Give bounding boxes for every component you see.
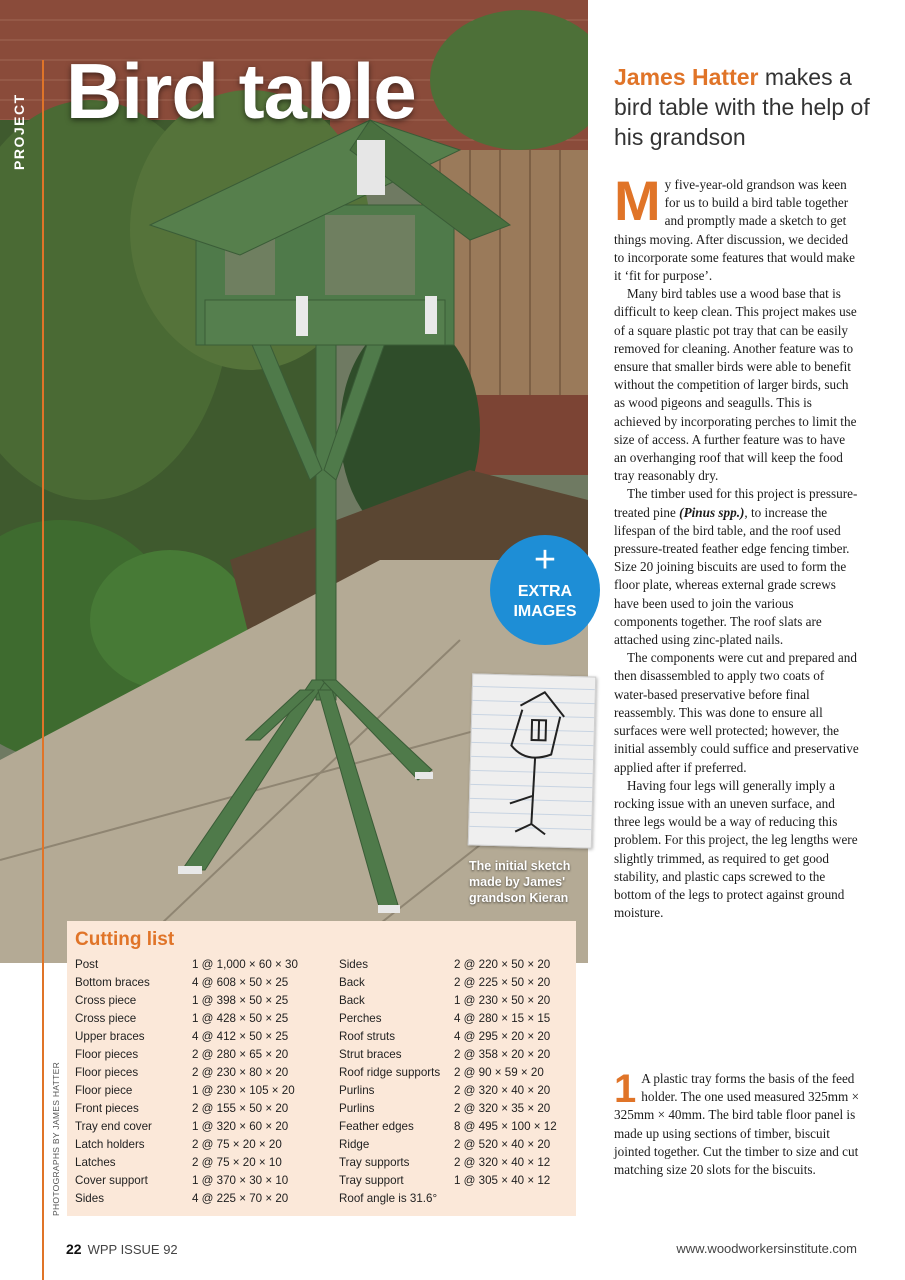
part-qty: 1 @ 370 × 30 × 10 [192, 1174, 289, 1187]
part-qty: 2 @ 320 × 40 × 12 [454, 1156, 551, 1169]
standfirst-text: makes a bird table with the help of his grandson [614, 64, 870, 150]
part-qty: 1 @ 428 × 50 × 25 [192, 1012, 289, 1025]
article-paragraph-5: Having four legs will generally imply a rocking issue with an uneven surface, and three legs would be a way of reducing this problem. For this project, the leg lengths were slightly trimmed, as required to get good stability, and plastic caps screwed to the bottom of the legs to protect against ground moisture. [614, 777, 858, 921]
page-title: Bird table [66, 47, 416, 135]
part-name: Cross piece [75, 1012, 137, 1025]
part-qty: 2 @ 75 × 20 × 20 [192, 1138, 282, 1151]
step-text: A plastic tray forms the basis of the feed holder. The one used measured 325mm × 325mm × 40mm. The bird table floor panel is made up using sections of timber, biscuit jointed together. Cut the timber to size and cut matching size 20 slots for the biscuits. [614, 1071, 860, 1178]
cutting-list-title: Cutting list [75, 929, 175, 950]
sketch-caption: The initial sketch made by James' grandson Kieran [469, 859, 571, 905]
part-qty: 4 @ 608 × 50 × 25 [192, 976, 289, 989]
extra-images-badge[interactable] [490, 535, 600, 645]
paragraph-text: y five-year-old grandson was keen for us to build a bird table together and promptly made a sketch to get things moving. After discussion, we decided to incorporate some features that would make it ‘fit for purpose’. [614, 177, 855, 284]
part-name: Ridge [339, 1138, 370, 1151]
part-qty: 1 @ 320 × 60 × 20 [192, 1120, 289, 1133]
part-qty: 2 @ 320 × 40 × 20 [454, 1084, 551, 1097]
article-body [614, 169, 860, 922]
part-name: Perches [339, 1012, 382, 1025]
photo-credit [51, 1061, 63, 1218]
article-paragraph-2: Many bird tables use a wood base that is difficult to keep clean. This project makes use of a square plastic pot tray that can be easily removed for cleaning. Another feature was to ensure that smaller birds were able to benefit without the competition of larger birds, such as wood pigeons and seagulls. This is achieved by incorporating perches to limit the size of access. A further feature was to have an overhanging roof that will keep the food tray reasonably dry. [614, 286, 857, 484]
part-name: Roof ridge supports [339, 1066, 441, 1079]
part-qty: 4 @ 225 × 70 × 20 [192, 1192, 289, 1205]
part-qty: 2 @ 230 × 80 × 20 [192, 1066, 289, 1079]
part-name: Back [339, 994, 365, 1007]
drop-cap: M [614, 169, 661, 232]
part-qty: 2 @ 155 × 50 × 20 [192, 1102, 289, 1115]
part-name: Feather edges [339, 1120, 414, 1133]
part-qty: 4 @ 412 × 50 × 25 [192, 1030, 289, 1043]
cutting-list-panel [67, 921, 576, 1216]
paragraph-text: , to increase the lifespan of the bird table, and the roof used pressure-treated feather edge fencing timber. Size 20 joining biscuits are used to form the floor plate, whereas external grade screws have been used to join the various components together. The roof slats are attached using zinc-plated nails. [614, 504, 850, 648]
page-number: 22 [66, 1241, 82, 1257]
part-name: Front pieces [75, 1102, 139, 1115]
species-name: (Pinus spp.) [679, 504, 745, 520]
part-name: Purlins [339, 1084, 375, 1097]
section-tag-label: PROJECT [11, 93, 27, 170]
sketch-drawing [469, 674, 595, 847]
left-accent-rule [42, 60, 44, 1280]
part-qty: 2 @ 75 × 20 × 10 [192, 1156, 282, 1169]
standfirst [614, 62, 884, 152]
part-name: Cross piece [75, 994, 137, 1007]
author-name: James Hatter [614, 64, 759, 90]
part-qty: 2 @ 90 × 59 × 20 [454, 1066, 544, 1079]
part-qty: 4 @ 295 × 20 × 20 [454, 1030, 551, 1043]
part-qty: 4 @ 280 × 15 × 15 [454, 1012, 551, 1025]
part-name: Tray supports [339, 1156, 410, 1169]
step-1 [614, 1067, 860, 1179]
footer-page-info [66, 1241, 178, 1257]
part-name: Floor piece [75, 1084, 133, 1097]
photo-credit-text: PHOTOGRAPHS BY JAMES HATTER [51, 1061, 61, 1216]
part-name: Sides [339, 958, 369, 971]
part-qty: 2 @ 358 × 20 × 20 [454, 1048, 551, 1061]
part-name: Floor pieces [75, 1066, 139, 1079]
part-name: Roof struts [339, 1030, 396, 1043]
part-name: Sides [75, 1192, 105, 1205]
part-qty: 1 @ 398 × 50 × 25 [192, 994, 289, 1007]
part-name: Purlins [339, 1102, 375, 1115]
part-name: Upper braces [75, 1030, 145, 1043]
child-sketch-image [468, 673, 596, 848]
part-name: Cover support [75, 1174, 148, 1187]
badge-line-2: IMAGES [513, 603, 577, 620]
part-qty: 2 @ 320 × 35 × 20 [454, 1102, 551, 1115]
issue-label: WPP ISSUE 92 [87, 1242, 178, 1257]
part-name: Tray end cover [75, 1120, 152, 1133]
part-qty: 1 @ 1,000 × 60 × 30 [192, 958, 298, 971]
part-qty: 2 @ 280 × 65 × 20 [192, 1048, 289, 1061]
part-qty: 8 @ 495 × 100 × 12 [454, 1120, 557, 1133]
part-name: Latches [75, 1156, 116, 1169]
article-paragraph-3 [614, 485, 860, 649]
part-qty: 2 @ 220 × 50 × 20 [454, 958, 551, 971]
part-name: Tray support [339, 1174, 404, 1187]
part-qty: 1 @ 305 × 40 × 12 [454, 1174, 551, 1187]
part-qty: 1 @ 230 × 50 × 20 [454, 994, 551, 1007]
badge-line-1: EXTRA [517, 583, 573, 600]
part-name: Latch holders [75, 1138, 145, 1151]
footer-url[interactable]: www.woodworkersinstitute.com [676, 1241, 857, 1256]
part-qty: 2 @ 225 × 50 × 20 [454, 976, 551, 989]
part-name: Roof angle is 31.6° [339, 1192, 438, 1205]
plus-icon: + [533, 539, 557, 581]
part-name: Strut braces [339, 1048, 402, 1061]
article-paragraph-4: The components were cut and prepared and then disassembled to apply two coats of water-based preservative before final reassembly. This was done to ensure all surfaces were well protected; however, the initial assembly could suffice and preservative applied after if preferred. [614, 650, 859, 775]
part-name: Back [339, 976, 365, 989]
part-name: Floor pieces [75, 1048, 139, 1061]
article-paragraph-1 [614, 169, 860, 285]
part-qty: 2 @ 520 × 40 × 20 [454, 1138, 551, 1151]
step-number: 1 [614, 1067, 637, 1111]
part-name: Bottom braces [75, 976, 150, 989]
part-qty: 1 @ 230 × 105 × 20 [192, 1084, 295, 1097]
section-tag [9, 62, 33, 172]
part-name: Post [75, 958, 99, 971]
paragraph-text: The timber used for this project is pressure-treated pine [614, 486, 858, 520]
